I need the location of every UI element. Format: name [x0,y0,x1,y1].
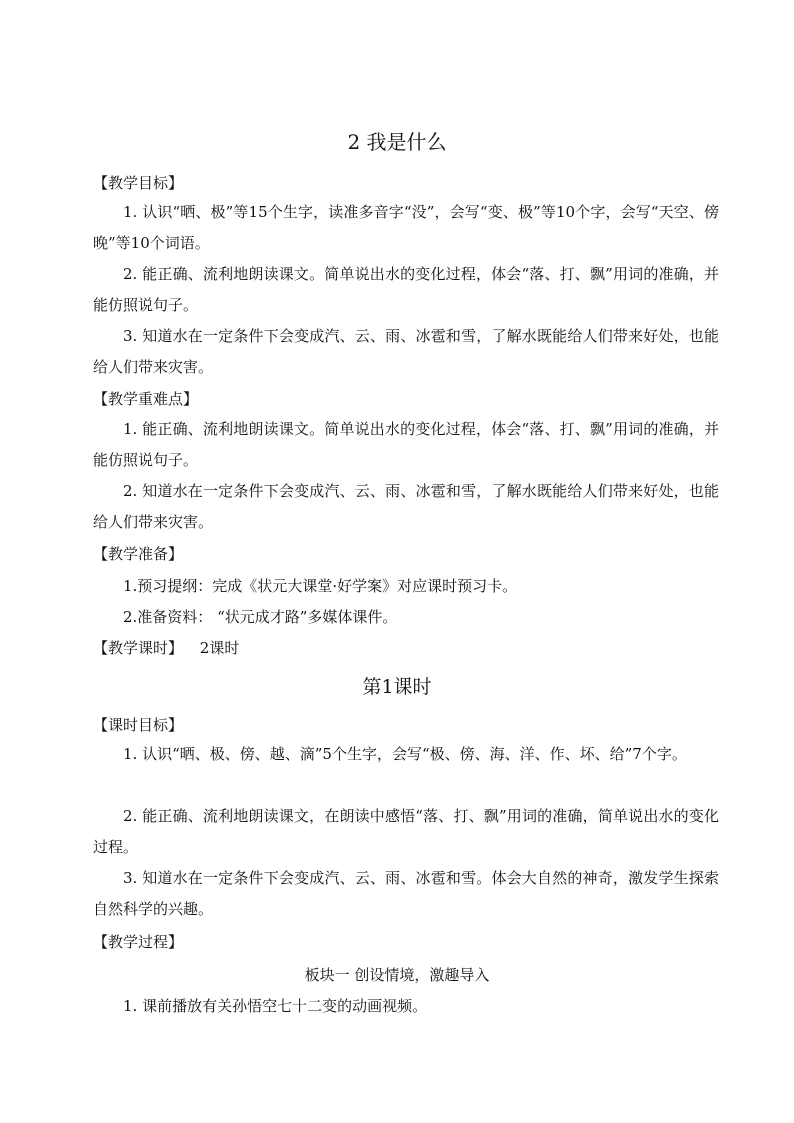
lesson1-goal-1: 1. 认识“晒、极、傍、越、滴”5个生字，会写“极、傍、海、洋、作、坏、给”7个字。 [123,745,687,763]
hours-row [93,637,239,658]
key-points-item-2: 2. 知道水在一定条件下会变成汽、云、雨、冰雹和雪，了解水既能给人们带来好处，也能给人们带来灾害。 [93,482,719,531]
lesson1-goal-3: 3. 知道水在一定条件下会变成汽、云、雨、冰雹和雪。体会大自然的神奇，激发学生探索自然科学的兴趣。 [93,869,719,918]
key-points-item-1: 1. 能正确、流利地朗读课文。简单说出水的变化过程，体会“落、打、飘”用词的准确，并能仿照说句子。 [93,420,719,469]
lesson1-goals-heading: 【课时目标】 [93,716,184,734]
hours-label: 【教学课时】 [93,639,184,657]
goals-item-2: 2. 能正确、流利地朗读课文。简单说出水的变化过程，体会“落、打、飘”用词的准确，并能仿照说句子。 [93,265,719,314]
section-heading: 板块一 创设情境，激趣导入 [304,966,490,984]
hours-value: 2课时 [199,639,240,657]
goals-item-1: 1. 认识“晒、极”等15个生字，读准多音字“没”，会写“变、极”等10个字，会写“天空、傍晚”等10个词语。 [93,203,719,252]
document-title: 2 我是什么 [347,130,447,154]
goals-item-3: 3. 知道水在一定条件下会变成汽、云、雨、冰雹和雪，了解水既能给人们带来好处，也能给人们带来灾害。 [93,327,719,376]
process-heading: 【教学过程】 [93,933,184,951]
prep-item-2: 2.准备资料： “状元成才路”多媒体课件。 [123,608,398,626]
prep-heading: 【教学准备】 [93,545,184,563]
lesson1-goal-2: 2. 能正确、流利地朗读课文，在朗读中感悟“落、打、飘”用词的准确，简单说出水的变化过程。 [93,807,719,856]
key-points-heading: 【教学重难点】 [93,390,199,408]
lesson1-title: 第1课时 [362,676,432,698]
prep-item-1: 1.预习提纲：完成《状元大课堂·好学案》对应课时预习卡。 [123,577,518,595]
process-step-1: 1. 课前播放有关孙悟空七十二变的动画视频。 [123,997,428,1015]
goals-heading: 【教学目标】 [93,174,184,192]
